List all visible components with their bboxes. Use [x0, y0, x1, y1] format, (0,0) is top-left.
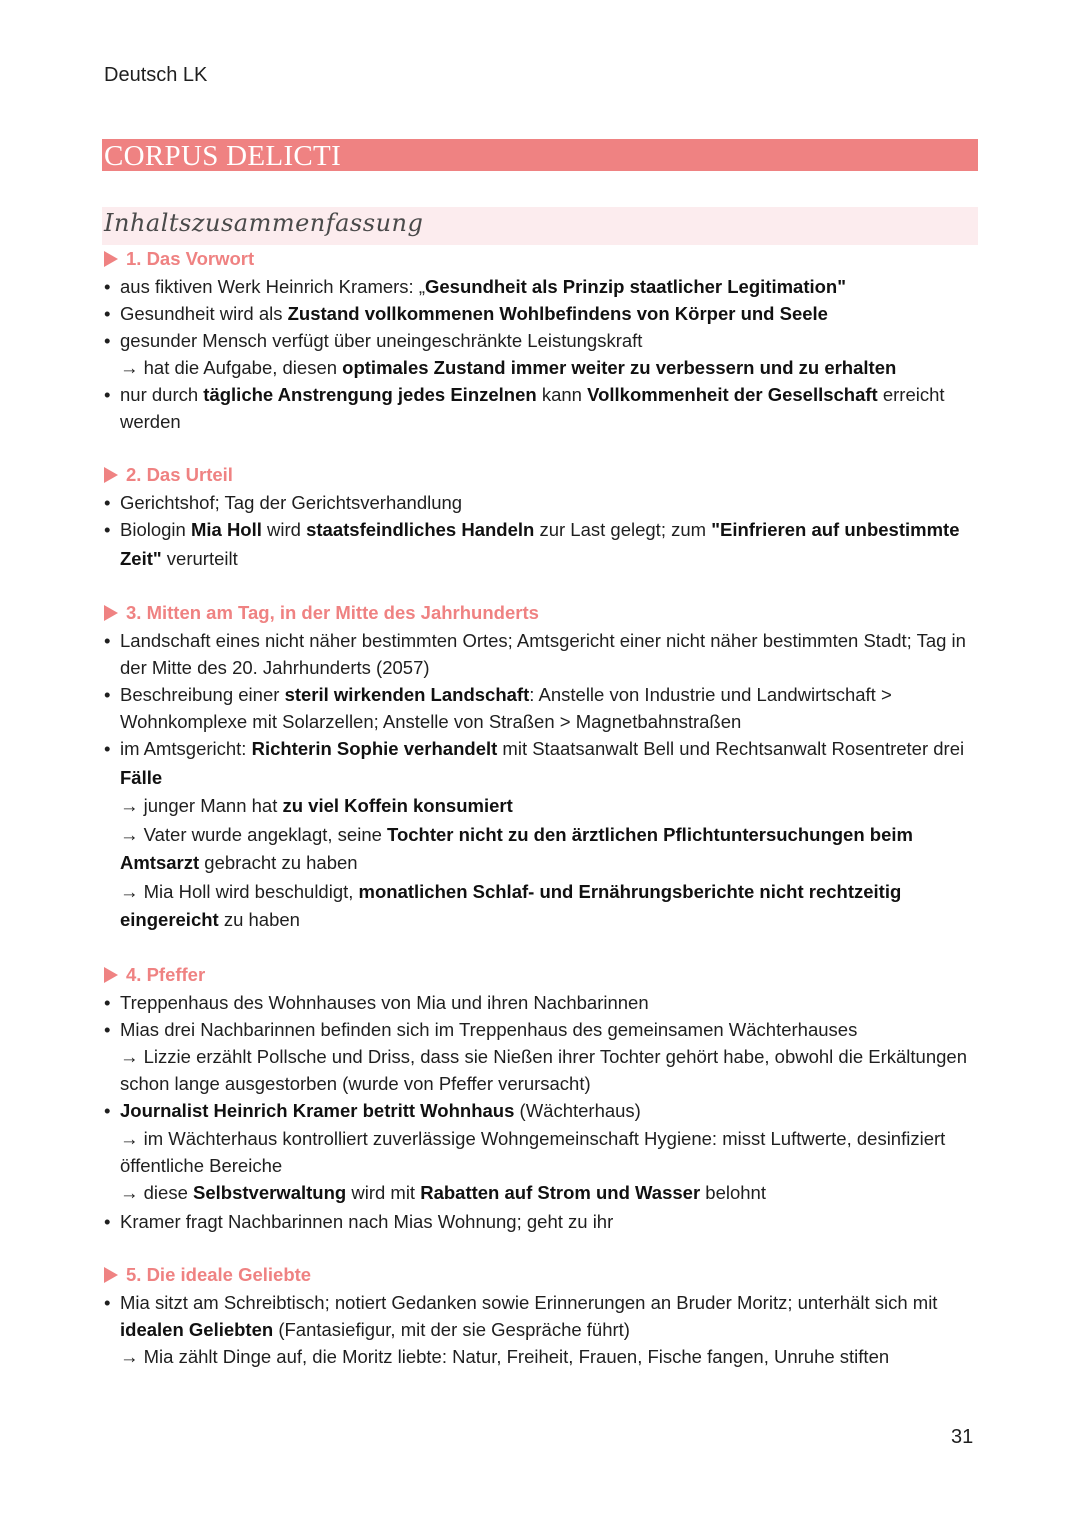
bold-text: Gesundheit als Prinzip staatlicher Legitimation"	[425, 276, 846, 297]
section-subtitle: Inhaltszusammenfassung	[104, 209, 424, 237]
section-heading	[104, 961, 984, 989]
section-heading	[104, 461, 984, 489]
bullet-point	[104, 381, 984, 435]
summary-section	[104, 1261, 984, 1372]
bold-text: Richterin Sophie verhandelt	[251, 738, 498, 759]
bullet-icon: •	[104, 384, 111, 405]
bullet-point	[104, 735, 984, 792]
triangle-right-icon	[104, 605, 118, 621]
bullet-icon: •	[104, 1210, 111, 1232]
bullet-point	[104, 627, 984, 681]
bullet-point	[104, 1097, 984, 1126]
bold-text: optimales Zustand immer weiter zu verbessern und zu erhalten	[342, 357, 897, 378]
text: Biologin	[120, 519, 191, 540]
summary-section	[104, 599, 984, 935]
document-title: CORPUS DELICTI	[104, 140, 342, 172]
bullet-icon: •	[104, 1018, 111, 1040]
summary-section	[104, 961, 984, 1235]
bold-text: staatsfeindliches Handeln	[306, 519, 535, 540]
section-heading-text: 1. Das Vorwort	[126, 248, 255, 269]
bullet-point	[104, 516, 984, 573]
bold-text: tägliche Anstrengung jedes Einzelnen	[203, 384, 537, 405]
summary-section	[104, 245, 984, 435]
section-heading-text: 5. Die ideale Geliebte	[126, 1263, 312, 1285]
text: erreicht werden	[120, 384, 945, 432]
text: Beschreibung einer	[120, 684, 285, 705]
text: Treppenhaus des Wohnhauses von Mia und ihren Nachbarinnen	[120, 991, 649, 1013]
arrow-point	[104, 354, 984, 381]
triangle-right-icon	[104, 251, 118, 267]
subtitle-banner	[102, 207, 978, 245]
bold-text: steril wirkenden Landschaft	[284, 684, 530, 705]
arrow-point	[104, 1343, 984, 1372]
bullet-icon: •	[104, 738, 111, 759]
text: (Wächterhaus)	[514, 1099, 641, 1121]
bold-text: monatlichen Schlaf- und Ernährungsberichte nicht rechtzeitig eingereicht	[120, 880, 902, 930]
section-heading	[104, 1261, 984, 1289]
bold-text: Fälle	[120, 766, 163, 788]
bold-text: Rabatten auf Strom und Wasser	[420, 1182, 701, 1203]
bold-text: zu viel Koffein konsumiert	[282, 795, 513, 816]
text: zur Last gelegt; zum	[534, 519, 712, 540]
text: wird mit	[346, 1182, 421, 1203]
text: zu haben	[218, 909, 300, 930]
text: im Amtsgericht:	[120, 738, 252, 759]
bold-text: Selbstverwaltung	[193, 1182, 347, 1203]
bullet-icon: •	[104, 991, 111, 1013]
text: Mia sitzt am Schreibtisch; notiert Gedanken sowie Erinnerungen an Bruder Moritz; unterhält sich mit	[120, 1291, 938, 1313]
bullet-point	[104, 300, 984, 327]
text: → junger Mann hat	[120, 795, 283, 816]
bullet-icon: •	[104, 1099, 111, 1121]
bullet-icon: •	[104, 492, 111, 513]
bullet-point	[104, 1208, 984, 1235]
text: Gesundheit wird als	[120, 303, 288, 324]
text: → diese	[120, 1182, 194, 1203]
text: Kramer fragt Nachbarinnen nach Mias Wohnung; geht zu ihr	[120, 1210, 614, 1232]
text: belohnt	[700, 1182, 766, 1203]
text: Landschaft eines nicht näher bestimmten Ortes; Amtsgericht einer nicht näher bestimmten Stadt; Tag in der Mitte des 20. Jahrhunderts (2057)	[120, 630, 966, 678]
text: Gerichtshof; Tag der Gerichtsverhandlung	[120, 492, 463, 513]
triangle-right-icon	[104, 967, 118, 983]
text: → Lizzie erzählt Pollsche und Driss, dass sie Nießen ihrer Tochter gehört habe, obwohl die Erkältungen schon lange ausgestorben (wurde von Pfeffer verursacht)	[120, 1045, 967, 1094]
text: (Fantasiefigur, mit der sie Gespräche führt)	[273, 1318, 630, 1340]
text: Mias drei Nachbarinnen befinden sich im Treppenhaus des gemeinsamen Wächterhauses	[120, 1018, 858, 1040]
summary-section	[104, 461, 984, 573]
text: → Mia zählt Dinge auf, die Moritz liebte: Natur, Freiheit, Frauen, Fische fangen, Unruhe stiften	[120, 1345, 890, 1367]
bold-text: Tochter nicht zu den ärztlichen Pflichtuntersuchungen beim Amtsarzt	[120, 823, 913, 873]
text: gebracht zu haben	[199, 852, 358, 873]
bullet-icon: •	[104, 303, 111, 324]
arrow-point	[104, 821, 984, 878]
summary-content	[104, 245, 984, 1397]
bold-text: idealen Geliebten	[120, 1318, 274, 1340]
bullet-point	[104, 681, 984, 735]
course-label: Deutsch LK	[104, 64, 208, 86]
bullet-icon: •	[104, 684, 111, 705]
text: → Vater wurde angeklagt, seine	[120, 823, 388, 845]
bullet-icon: •	[104, 630, 111, 651]
bullet-point	[104, 1016, 984, 1043]
arrow-point	[104, 1125, 984, 1179]
arrow-point	[104, 1043, 984, 1097]
text: kann	[536, 384, 588, 405]
section-heading-text: 3. Mitten am Tag, in der Mitte des Jahrhunderts	[126, 602, 539, 623]
arrow-point	[104, 878, 984, 935]
bullet-point	[104, 327, 984, 354]
text: wird	[261, 519, 307, 540]
bullet-point	[104, 489, 984, 516]
text: aus fiktiven Werk Heinrich Kramers: „	[120, 276, 425, 297]
bold-text: "Einfrieren auf unbestimmte Zeit"	[120, 519, 960, 569]
text: nur durch	[120, 384, 204, 405]
text: : Anstelle von Industrie und Landwirtschaft > Wohnkomplexe mit Solarzellen; Anstelle von Straßen > Magnetbahnstraßen	[120, 684, 892, 732]
bold-text: Mia Holl	[190, 519, 262, 540]
text: verurteilt	[161, 547, 238, 569]
bullet-icon: •	[104, 330, 111, 351]
section-heading-text: 2. Das Urteil	[126, 464, 233, 485]
text: mit Staatsanwalt Bell und Rechtsanwalt Rosentreter drei	[497, 738, 965, 759]
section-heading	[104, 599, 984, 627]
text: → hat die Aufgabe, diesen	[120, 357, 343, 378]
section-heading-text: 4. Pfeffer	[126, 963, 206, 985]
bullet-point	[104, 989, 984, 1016]
text: → Mia Holl wird beschuldigt,	[120, 880, 359, 902]
title-banner	[102, 139, 978, 171]
triangle-right-icon	[104, 1267, 118, 1283]
bullet-point	[104, 1289, 984, 1343]
bold-text: Zustand vollkommenen Wohlbefindens von Körper und Seele	[287, 303, 828, 324]
text: → im Wächterhaus kontrolliert zuverlässige Wohngemeinschaft Hygiene: misst Luftwerte, desinfiziert öffentliche Bereiche	[120, 1128, 946, 1176]
bold-text: Vollkommenheit der Gesellschaft	[587, 384, 878, 405]
arrow-point	[104, 1179, 984, 1208]
text: gesunder Mensch verfügt über uneingeschränkte Leistungskraft	[120, 330, 643, 351]
bullet-point	[104, 273, 984, 300]
triangle-right-icon	[104, 467, 118, 483]
bullet-icon: •	[104, 276, 111, 297]
page-number: 31	[951, 1426, 974, 1448]
arrow-point	[104, 792, 984, 821]
section-heading	[104, 245, 984, 273]
bullet-icon: •	[104, 519, 111, 540]
bold-text: Journalist Heinrich Kramer betritt Wohnhaus	[120, 1099, 515, 1121]
bullet-icon: •	[104, 1291, 111, 1313]
